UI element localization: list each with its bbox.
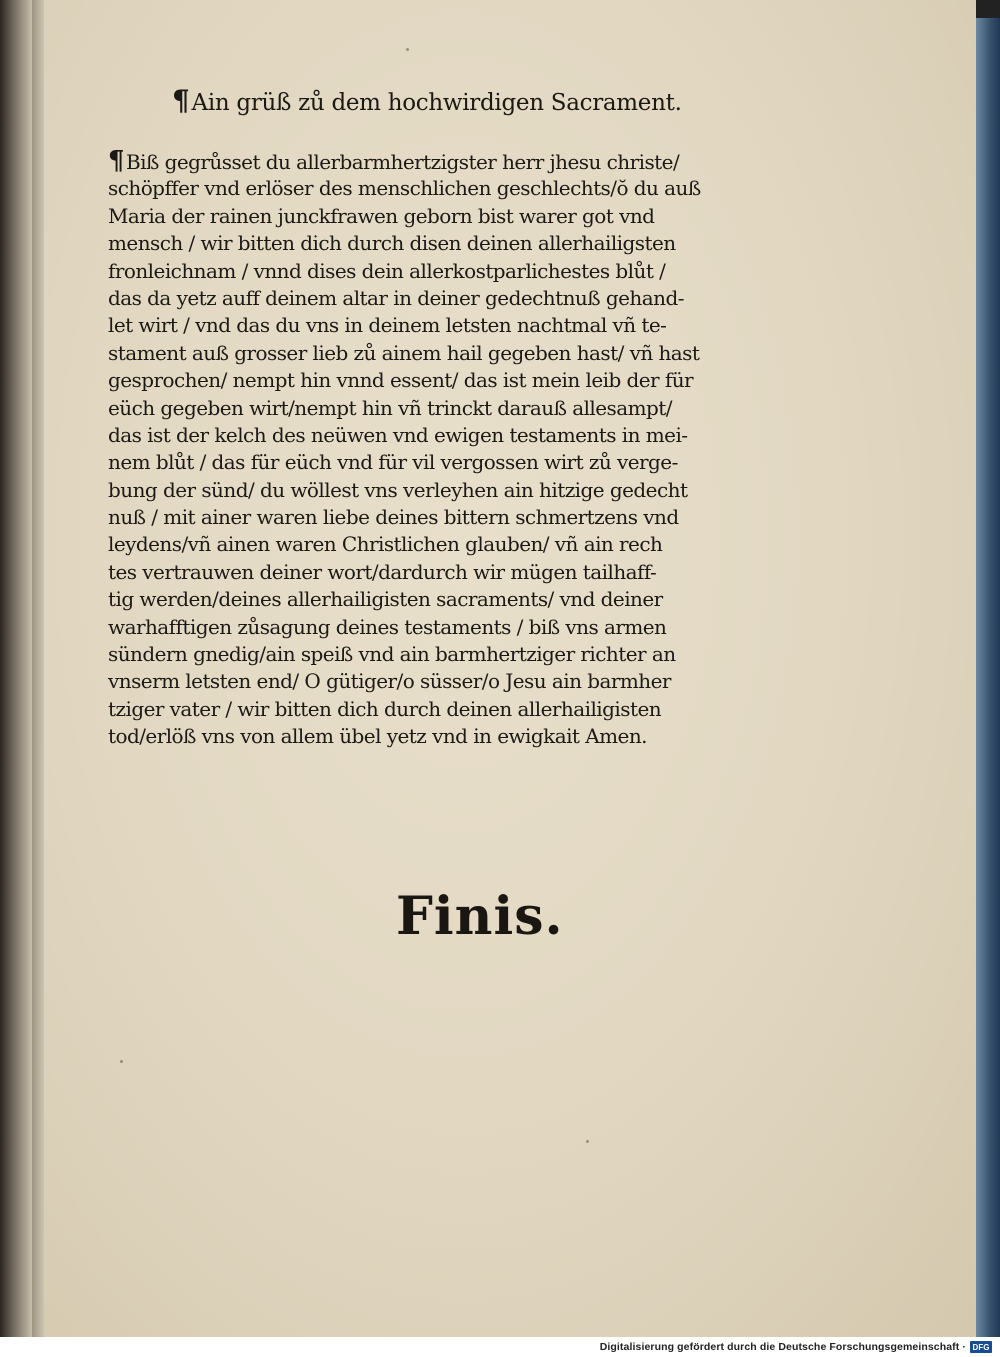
text-line: vnserm letsten end/ O gütiger/o süsser/o Jesu ain barmher (108, 669, 671, 694)
paper-speck (406, 48, 409, 51)
pilcrow-mark: ¶ (172, 84, 190, 117)
dfg-logo-icon: DFG (970, 1341, 992, 1353)
text-line: tod/erlöß vns von allem übel yetz vnd in ewigkait Amen. (108, 724, 647, 749)
text-line: tziger vater / wir bitten dich durch deinen allerhailigisten (108, 696, 662, 721)
finis-colophon: Finis. (396, 886, 564, 947)
book-binding (0, 0, 32, 1337)
text-line: schöpffer vnd erlöser des menschlichen geschlechts/ŏ du auß (108, 176, 701, 201)
fore-edge-cloth (976, 0, 1000, 1337)
text-line: das da yetz auff deinem altar in deiner gedechtnuß gehand- (108, 285, 684, 310)
text-line: Maria der rainen junckfrawen geborn bist warer got vnd (108, 203, 655, 228)
paper-speck (586, 1140, 589, 1143)
text-line: gesprochen/ nempt hin vnnd essent/ das ist mein leib der für (108, 368, 694, 393)
text-line: ¶ Biß gegrůsset du allerbarmhertzigster herr jhesu christe/ (108, 146, 680, 176)
text-line: bung der sünd/ du wöllest vns verleyhen ain hitzige gedecht (108, 477, 688, 502)
text-line: let wirt / vnd das du vns in deinem letsten nachtmal vñ te- (108, 313, 667, 338)
digitization-footer (0, 1337, 1000, 1357)
text-line: warhafftigen zůsagung deines testaments / biß vns armen (108, 614, 667, 639)
text-line: tig werden/deines allerhailigisten sacraments/ vnd deiner (108, 587, 663, 612)
paper-speck (120, 1060, 123, 1063)
pilcrow-mark: ¶ (108, 146, 124, 176)
prayer-text (108, 148, 838, 751)
funding-credit: Digitalisierung gefördert durch die Deutsche Forschungsgemeinschaft · (599, 1341, 966, 1353)
text-line: sündern gnedig/ain speiß vnd ain barmhertziger richter an (108, 642, 676, 667)
text-line: mensch / wir bitten dich durch disen deinen allerhailigsten (108, 231, 676, 256)
page-heading (172, 84, 772, 117)
text-line: tes vertrauwen deiner wort/dardurch wir mügen tailhaff- (108, 559, 657, 584)
text-line: nuß / mit ainer waren liebe deines bittern schmertzens vnd (108, 505, 679, 530)
text-line: nem blůt / das für eüch vnd für vil vergossen wirt zů verge- (108, 450, 678, 475)
text-line: eüch gegeben wirt/nempt hin vñ trinckt darauß allesampt/ (108, 395, 672, 420)
heading-text: Ain grüß zů dem hochwirdigen Sacrament. (191, 90, 682, 116)
fore-edge-top (976, 0, 1000, 18)
text-line: leydens/vñ ainen waren Christlichen glauben/ vñ ain rech (108, 532, 663, 557)
text-line: fronleichnam / vnnd dises dein allerkostparlichestes blůt / (108, 258, 666, 283)
text-line: das ist der kelch des neüwen vnd ewigen testaments in mei- (108, 422, 688, 447)
text-line: stament auß grosser lieb zů ainem hail gegeben hast/ vñ hast (108, 340, 700, 365)
